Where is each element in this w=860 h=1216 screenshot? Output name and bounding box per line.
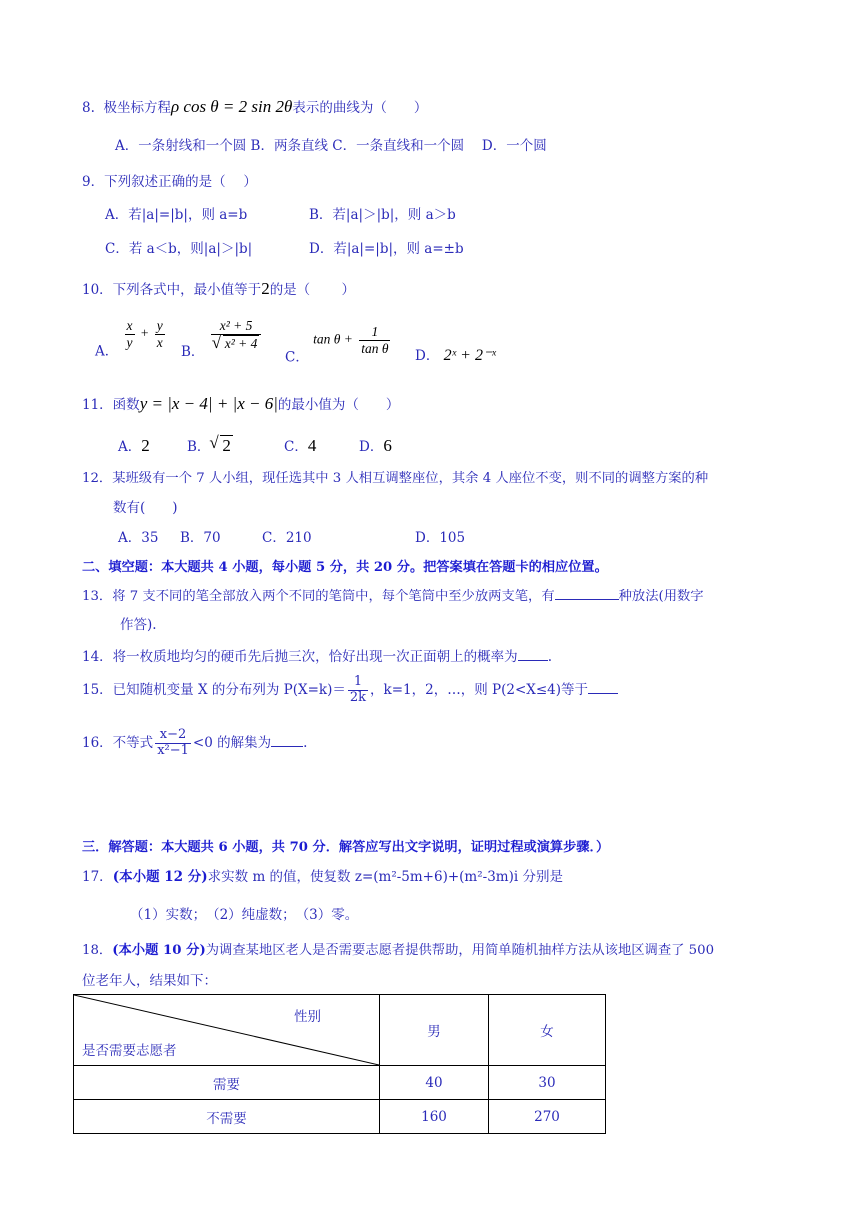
header-gender-label: 性别 [294,1009,321,1025]
cell-female: 30 [489,1066,606,1100]
score-tag: (本小题 10 分) [112,943,206,958]
q11-option-c [284,435,316,456]
answer-blank[interactable] [271,734,303,747]
q12-option-b: B．70 [180,530,221,546]
question-18-line2: 位老年人，结果如下： [82,973,217,989]
question-stem-end: ，k=1，2，…，则 P(2<X≤4)等于 [370,681,589,698]
stem-value: 2 [261,279,270,298]
question-stem: 为调查某地区老人是否需要志愿者提供帮助，用简单随机抽样方法从该地区调查了 500 [205,943,715,958]
equation: y = |x − 4| + |x − 6| [139,394,278,413]
question-end: . [547,649,552,665]
question-stem: 10．下列各式中，最小值等于 [82,282,262,298]
header-female: 女 [489,995,606,1066]
table-row [74,1100,606,1134]
plus: + [140,325,149,341]
cell-male: 40 [380,1066,489,1100]
question-stem: 16．不等式 [82,734,154,751]
expression: tan θ + [313,331,353,347]
question-stem: 极坐标方程 [103,100,171,116]
q11-option-d [359,435,392,456]
question-11 [82,393,399,414]
option-value: 6 [383,436,392,455]
question-12-line2: 数有( ) [113,500,178,516]
section-heading-solutions: 三．解答题：本大题共 6 小题，共 70 分．解答应写出文字说明，证明过程或演算步骤．） [82,840,610,855]
question-number: 17． [82,869,113,885]
question-number: 8. [82,100,95,116]
question-stem-end: 表示的曲线为（ ） [292,100,428,116]
question-stem-end: 种放法(用数字 [618,589,704,604]
question-13-line2: 作答). [120,617,157,633]
question-8 [82,96,427,117]
q11-option-a [118,435,150,456]
cell-female: 270 [489,1100,606,1134]
answer-blank[interactable] [555,587,619,600]
row-label: 不需要 [74,1100,380,1134]
fraction: $\frac{x-2}{\text{x²−1}}$ [157,727,189,758]
score-tag: (本小题 12 分) [112,869,208,885]
row-label: 需要 [74,1066,380,1100]
question-13 [82,585,704,604]
section-heading-fill-in: 二、填空题：本大题共 4 小题，每小题 5 分，共 20 分。把答案填在答题卡的相应位置。 [82,560,608,575]
answer-blank[interactable] [518,648,548,661]
question-end: . [303,734,308,751]
answer-blank[interactable] [588,681,618,694]
question-17 [82,865,563,885]
q12-option-d: D．105 [415,530,466,546]
question-stem-end: 的是（ ） [269,282,355,298]
q10-option-d [415,344,496,365]
option-label: B． [181,344,205,361]
option-label: D． [415,348,440,364]
option-label: A． [95,343,119,360]
q9-option-d: D．若|a|=|b|，则 a=±b [309,241,464,257]
question-17-parts: （1）实数； （2）纯虚数； （3）零。 [130,907,359,923]
q9-option-c: C．若 a＜b，则|a|＞|b| [105,241,253,257]
fraction: $\frac{1}{\text{tan θ}}$ [361,324,389,356]
q10-option-a [95,318,167,360]
q12-option-a: A．35 [118,530,159,546]
fraction: $\frac{x}{y}$ [126,318,133,350]
question-stem: 15．已知随机变量 X 的分布列为 P(X=k)＝ [82,681,346,698]
question-12-line1: 12．某班级有一个 7 人小组，现任选其中 3 人相互调整座位，其余 4 人座位不变，则不同的调整方案的种 [82,471,709,486]
question-14 [82,645,552,665]
option-label: A． [118,439,142,455]
q10-option-b [181,318,263,360]
question-stem: 14．将一枚质地均匀的硬币先后抛三次，恰好出现一次正面朝上的概率为 [82,649,518,665]
equation: ρ cos θ = 2 sin 2θ [170,97,293,116]
q11-option-b [187,435,233,456]
table-row [74,1066,606,1100]
option-value: √ 2 [220,435,233,456]
question-stem-end: <0 的解集为 [192,734,272,751]
q9-option-a: A．若|a|=|b|，则 a=b [105,207,248,223]
sqrt: √ x² + 4 [223,335,260,352]
q10-option-c [285,324,392,366]
question-15 [82,675,618,706]
question-9: 9．下列叙述正确的是（ ） [82,174,257,190]
question-stem: 求实数 m 的值，使复数 z=(m²-5m+6)+(m²-3m)i 分别是 [207,869,563,885]
header-male: 男 [380,995,489,1066]
question-10 [82,278,355,299]
fraction: $\frac{y}{x}$ [156,318,163,350]
option-label: C． [284,439,308,455]
question-18 [82,939,714,958]
diagonal-header-cell [74,995,380,1066]
question-stem: 11．函数 [82,397,140,413]
survey-table [73,994,606,1134]
expression: 2ˣ + 2⁻ˣ [443,347,496,364]
fraction: $\frac{1}{2k}$ [349,674,367,705]
question-16 [82,728,307,759]
header-need-label: 是否需要志愿者 [82,1043,177,1059]
q12-option-c: C．210 [262,530,312,546]
q9-option-b: B．若|a|＞|b|，则 a＞b [309,207,456,223]
option-label: B． [187,439,211,455]
q8-options: A．一条射线和一个圆 B．两条直线 C．一条直线和一个圆 D．一个圆 [115,138,547,154]
fraction: x² + 5 √ x² + 4 [211,318,262,351]
option-value: 4 [307,436,317,455]
option-label: D． [359,439,384,455]
question-number: 18． [82,943,113,958]
cell-male: 160 [380,1100,489,1134]
question-stem-end: 的最小值为（ ） [277,397,400,413]
option-value: 2 [141,436,150,455]
question-stem: 13．将 7 支不同的笔全部放入两个不同的笔筒中，每个笔筒中至少放两支笔，有 [82,589,555,604]
table-header-row [74,995,606,1066]
option-label: C． [285,349,309,366]
